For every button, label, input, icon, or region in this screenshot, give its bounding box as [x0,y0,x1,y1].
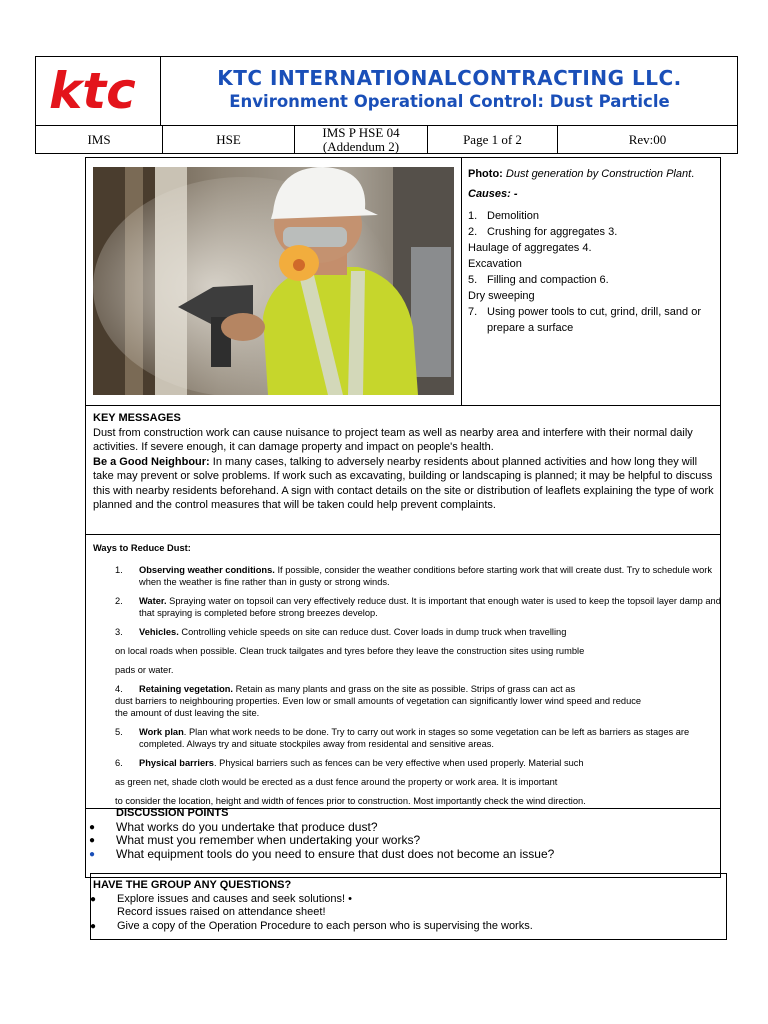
document-number-cell [295,126,428,153]
list-item: 3. Vehicles. Controlling vehicle speeds on site can reduce dust. Cover loads in dump truck when travelling [115,627,567,637]
list-item: 4. Retaining vegetation. Retain as many plants and grass on the site as possible. Strips of grass can act as [115,684,576,694]
key-messages [93,411,715,513]
list-item: 2. Crushing for aggregates 3. [468,226,618,238]
addendum-label: (Addendum 2) [322,138,400,154]
svg-text:ktc: ktc [49,66,136,116]
list-item: 6. Physical barriers. Physical barriers such as fences can be very effective when used properly. Material such [115,758,584,768]
document-number: IMS P HSE 04 [322,124,400,140]
list-item-continuation: to consider the location, height and width of fences prior to construction. Most importantly check the wind direction. [115,796,586,806]
bullet-icon: ● [90,920,97,932]
causes-panel [468,166,718,336]
bullet-icon: ● [89,835,96,846]
list-item: 2. Water. Spraying water on topsoil can very effectively reduce dust. It is important that enough water is used to keep the topsoil layer damp and that spraying is completed before strong breezes develop. [115,596,721,618]
key-messages-heading: KEY MESSAGES [93,412,181,424]
ways-to-reduce-dust [93,542,733,814]
list-item: Record issues raised on attendance sheet! [117,906,326,918]
construction-dust-photo [93,167,454,395]
causes-heading: Causes: - [468,188,518,200]
bullet-icon: ● [89,821,96,833]
logo-cell [35,56,161,126]
discussion-heading: DISCUSSION POINTS [116,807,229,819]
page-number-cell: Page 1 of 2 [428,126,558,153]
ktc-logo [47,66,153,116]
list-item: 7. Using power tools to cut, grind, drill, sand or prepare a surface [468,306,701,334]
list-item-continuation: on local roads when possible. Clean truck tailgates and tyres before they leave the construction sites using rumble [115,646,585,656]
company-name: KTC INTERNATIONALCONTRACTING LLC. [217,66,682,90]
group-questions [90,879,720,933]
document-title: Environment Operational Control: Dust Particle [229,92,670,111]
good-neighbour-paragraph: Be a Good Neighbour: In many cases, talking to adversely nearby residents about planned activities and how long they will take may prevent or solve problems. If work such as excavating, building or landscaping is planned; it may be helpful to discuss this with nearby residents beforehand. A sign with contact details on the site or distribution of leaflets explaining the type of work planned and the control measures that will be taken could help prevent complaints. [93,455,714,511]
ways-heading: Ways to Reduce Dust: [93,543,191,553]
column-divider [461,157,462,406]
revision-cell: Rev:00 [628,131,667,147]
discussion-points [89,807,719,861]
bullet-icon: ● [90,893,97,905]
list-item: Excavation [468,258,522,270]
list-item-continuation: dust barriers to neighbouring properties. Even low or small amounts of vegetation can significantly lower wind speed and reduce the amount of dust leaving the site. [115,696,642,718]
list-item: ● Give a copy of the Operation Procedure to each person who is supervising the works. [90,919,533,932]
list-item: 5. Work plan. Plan what work needs to be done. Try to carry out work in stages so some vegetation can be left as barriers as stages are completed. Always try and situate stockpiles away from residental and sensitive areas. [115,727,690,749]
list-item: Haulage of aggregates 4. [468,242,592,254]
bullet-icon: ● [89,848,96,860]
system-cell: IMS [36,126,163,153]
header-info-row [35,125,738,154]
photo-caption: Photo: Dust generation by Construction Plant. [468,168,695,180]
list-item: Dry sweeping [468,290,535,302]
list-item: 1. Demolition [468,210,539,222]
questions-heading: HAVE THE GROUP ANY QUESTIONS? [93,879,292,891]
list-item-continuation: as green net, shade cloth would be erected as a dust fence around the property or work area. It is important [115,777,558,787]
list-item: ● Explore issues and causes and seek solutions! • [90,892,352,905]
list-item-continuation: pads or water. [115,665,174,675]
list-item: ● What equipment tools do you need to ensure that dust does not become an issue? [89,846,555,861]
key-message-paragraph: Dust from construction work can cause nuisance to project team as well as nearby area and interfere with their normal daily activities. If severe enough, it can damage property and impact on people's health. [93,426,693,453]
list-item: ● What works do you undertake that produce dust? [89,819,378,834]
list-item: 5. Filling and compaction 6. [468,274,609,286]
list-item: 1. Observing weather conditions. If possible, consider the weather conditions before starting work that will create dust. Try to schedule work when the weather is fine rather than in gusty or strong winds. [115,565,713,587]
department-cell: HSE [163,126,295,153]
list-item: ● What must you remember when undertaking your works? [89,833,421,847]
